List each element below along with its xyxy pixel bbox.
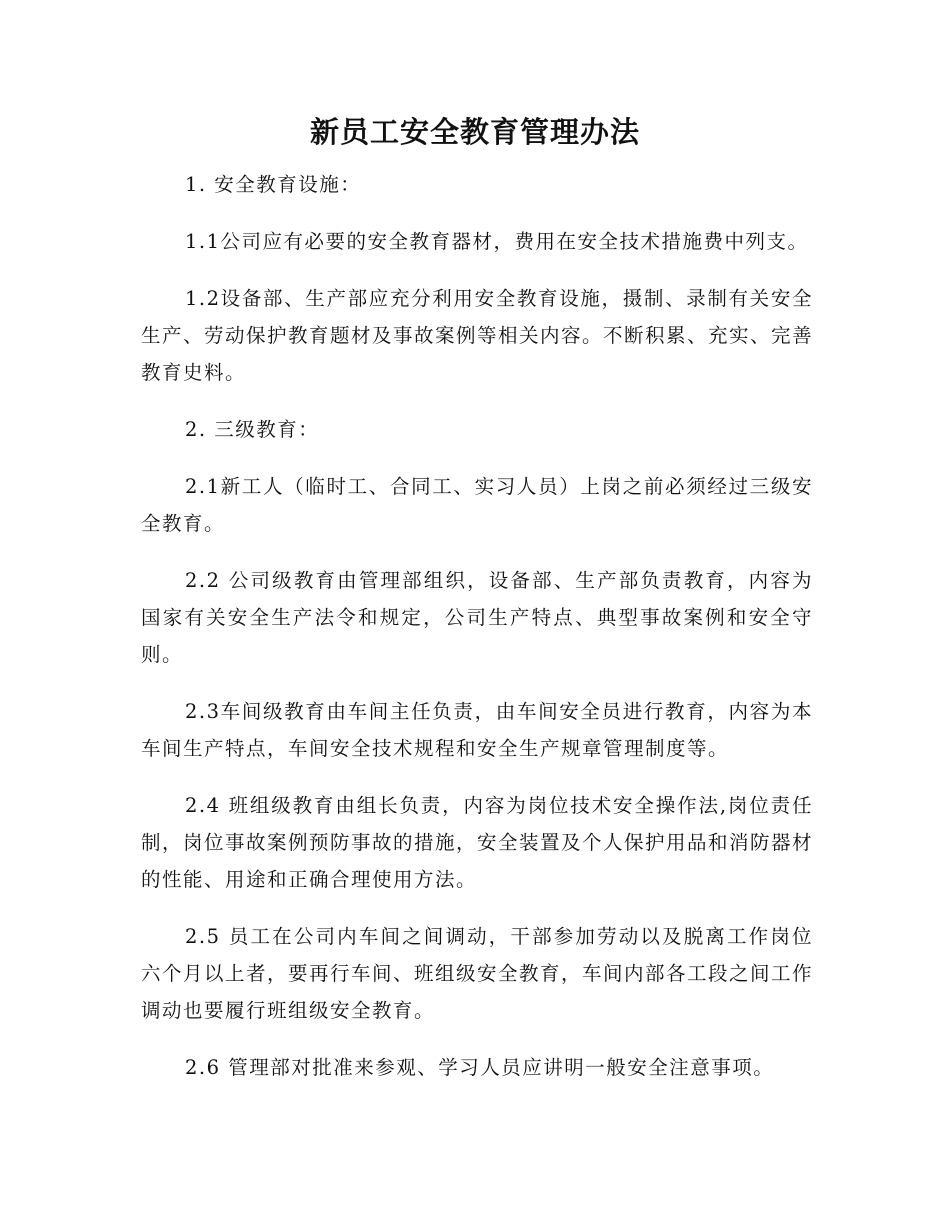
paragraph-2: 2. 三级教育：: [185, 418, 320, 441]
paragraph-1-1: 1.1公司应有必要的安全教育器材，费用在安全技术措施费中列支。: [185, 230, 809, 253]
paragraph-2-4: 2.4 班组级教育由组长负责，内容为岗位技术安全操作法,岗位责任制，岗位事故案例预防事故的措施，安全装置及个人保护用品和消防器材的性能、用途和正确合理使用方法。: [141, 794, 814, 891]
paragraph-2-3: 2.3车间级教育由车间主任负责，由车间安全员进行教育，内容为本车间生产特点，车间安全技术规程和安全生产规章管理制度等。: [141, 700, 813, 760]
paragraph-2-2: 2.2 公司级教育由管理部组织，设备部、生产部负责教育，内容为国家有关安全生产法令和规定，公司生产特点、典型事故案例和安全守则。: [141, 569, 813, 666]
document-body: [141, 166, 813, 1106]
paragraph-1: 1. 安全教育设施：: [185, 173, 362, 196]
document-title: 新员工安全教育管理办法: [309, 115, 640, 149]
paragraph-2-1: 2.1新工人（临时工、合同工、实习人员）上岗之前必须经过三级安全教育。: [141, 475, 813, 535]
paragraph-1-2: 1.2设备部、生产部应充分利用安全教育设施，摄制、录制有关安全生产、劳动保护教育题材及事故案例等相关内容。不断积累、充实、完善教育史料。: [141, 287, 814, 384]
paragraph-2-5: 2.5 员工在公司内车间之间调动，干部参加劳动以及脱离工作岗位六个月以上者，要再行车间、班组级安全教育，车间内部各工段之间工作调动也要履行班组级安全教育。: [141, 925, 814, 1022]
paragraph-2-6: 2.6 管理部对批准来参观、学习人员应讲明一般安全注意事项。: [185, 1056, 775, 1079]
